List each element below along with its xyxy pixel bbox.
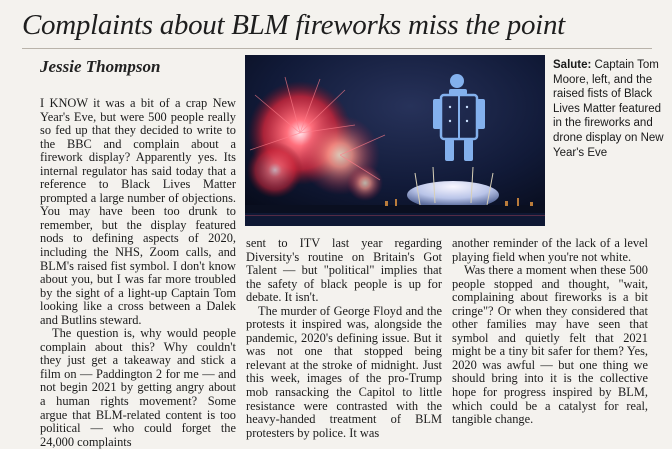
photo-caption <box>553 58 665 160</box>
article-column-2 <box>246 237 442 440</box>
byline: Jessie Thompson <box>40 57 161 76</box>
article-paragraph: sent to ITV last year regarding Diversity's routine on Britain's Got Talent — but "political" implies that the safety of black people is up for debate. It isn't. <box>246 236 442 305</box>
article-paragraph: another reminder of the lack of a level playing field when you're not white. <box>452 236 648 264</box>
article-column-3 <box>452 237 648 427</box>
headline-rule <box>22 48 652 49</box>
fireworks-drone-display-photo <box>245 55 545 226</box>
headline: Complaints about BLM fireworks miss the point <box>22 9 565 41</box>
caption-lead: Salute: <box>553 59 592 71</box>
article-paragraph: The murder of George Floyd and the protests it inspired was, alongside the pandemic, 2020's defining issue. But it was not one that stopped being relevant at the stroke of midnight. Just this week, images of the pro-Trump mob ransacking the Capitol to little resistance were contrasted with the heavy-handed treatment of BLM protesters by police. It was <box>246 303 442 440</box>
article-column-1 <box>40 97 236 449</box>
photo-svg <box>245 55 545 226</box>
article-paragraph: Was there a moment when these 500 people stopped and thought, "wait, complaining about fireworks is a bit cringe"? Or when they considered that other families may have seen that symbol and quietly felt that 2021 might be a tiny bit safer for them? Yes, 2020 was awful — but one thing we should bring into it is the collective hope for progress inspired by BLM, which could be a catalyst for real, tangible change. <box>452 263 648 427</box>
caption-text: Captain Tom Moore, left, and the raised fists of Black Lives Matter featured in the fireworks and drone display on New Year's Eve <box>553 59 664 159</box>
article-paragraph: The question is, why would people complain about this? Why couldn't they just get a takeaway and stick a film on — Paddington 2 for me — and not begin 2021 by getting angry about a human rights movement? Some argue that BLM-related content is too political — who could forget the 24,000 complaints <box>40 326 236 449</box>
article-paragraph: I KNOW it was a bit of a crap New Year's Eve, but were 500 people really so fed up that they decided to write to the BBC and complain about a firework display? Apparently yes. Its internal regulator has said today that a reference to Black Lives Matter prompted a large number of objections. You may have been too drunk to remember, but the display featured nods to defining aspects of 2020, including the NHS, Zoom calls, and BLM's raised fist symbol. I don't know about you, but I was far more troubled by the sight of a light-up Captain Tom looking like a cross between a Dalek and Butlins steward. <box>40 96 236 327</box>
